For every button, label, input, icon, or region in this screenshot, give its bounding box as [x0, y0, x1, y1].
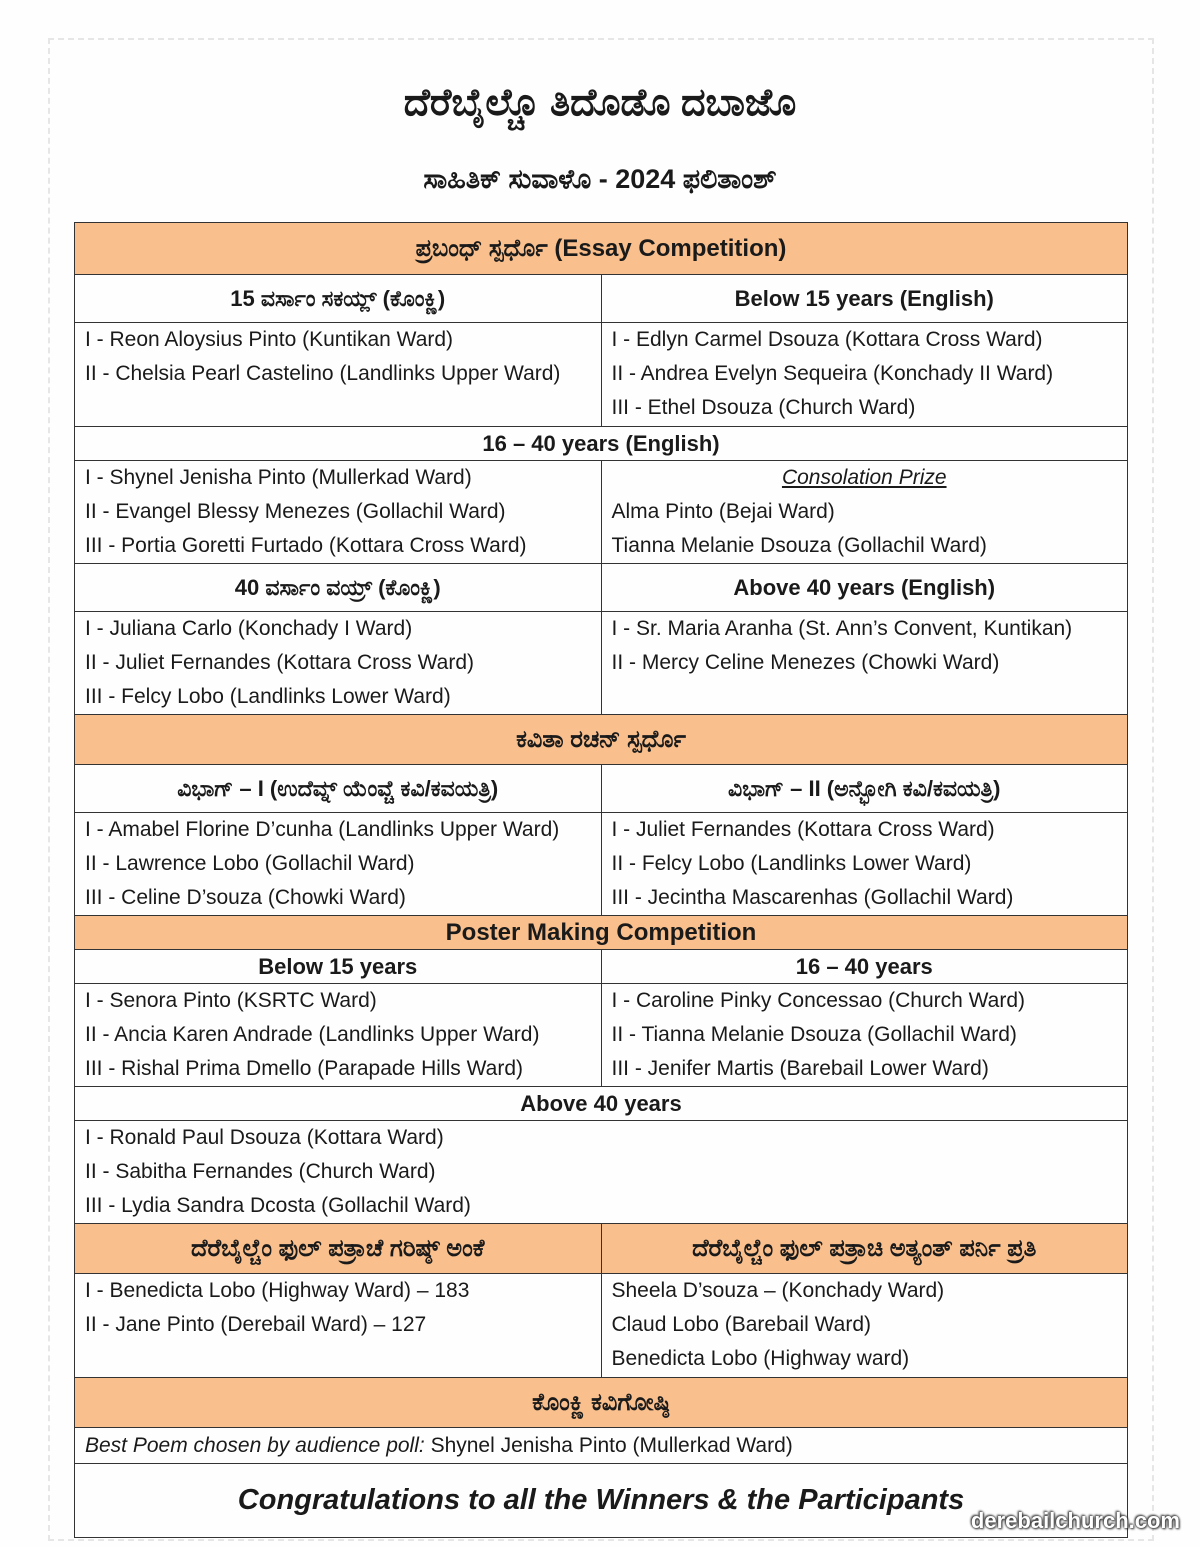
poster-heading: Poster Making Competition: [75, 916, 1128, 950]
list-item: I - Edlyn Carmel Dsouza (Kottara Cross Ward): [611, 328, 1043, 351]
poem-cat2-list: [601, 813, 1128, 916]
list-item: III - Lydia Sandra Dcosta (Gollachil Ward): [85, 1194, 471, 1217]
congratulations-message: Congratulations to all the Winners & the Participants: [75, 1464, 1128, 1538]
list-item: I - Reon Aloysius Pinto (Kuntikan Ward): [85, 328, 454, 351]
essay-english-below-15-list: [601, 323, 1128, 427]
list-item: I - Ronald Paul Dsouza (Kottara Ward): [85, 1126, 444, 1149]
list-item: II - Andrea Evelyn Sequeira (Konchady II Ward): [611, 362, 1054, 385]
page-subtitle: ಸಾಹಿತಿಕ್ ಸುವಾಳೊ - 2024 ಫಲಿತಾಂಶ್: [423, 164, 777, 194]
essay-konkani-15-label: 15 ವರ್ಸಾಂ ಸಕಯ್ಲ್ (ಕೊಂಕ್ಣಿ): [75, 275, 602, 323]
best-poem-row: [75, 1428, 1128, 1464]
list-item: I - Shynel Jenisha Pinto (Mullerkad Ward): [85, 466, 472, 489]
list-item: II - Felcy Lobo (Landlinks Lower Ward): [611, 852, 972, 875]
list-item: I - Senora Pinto (KSRTC Ward): [85, 989, 377, 1012]
essay-english-above-40-label: Above 40 years (English): [601, 564, 1128, 612]
magazine-most-label: ದೆರೆಬೈಲ್ಚೆಂ ಫುಲ್ ಪತ್ರಾಚೆ ಗರಿಷ್ಠ್ ಅಂಕೆ: [75, 1224, 602, 1274]
page-title: ದೆರೆಬೈಲ್ಚೊ ತಿದೊಡೊ ದಬಾಜೊ: [403, 82, 797, 124]
essay-konkani-15-list: [75, 323, 602, 427]
list-item: II - Tianna Melanie Dsouza (Gollachil Ward): [611, 1023, 1017, 1046]
best-poem-label: Best Poem chosen by audience poll:: [85, 1433, 425, 1457]
list-item: II - Ancia Karen Andrade (Landlinks Upper Ward): [85, 1023, 540, 1046]
consolation-prize-label: Consolation Prize: [781, 466, 947, 489]
poem-cat1-label: ವಿಭಾಗ್ – I (ಉದೆವ್ನ್ ಯೆಂವ್ಚೆ ಕವಿ/ಕವಯತ್ರಿ): [75, 765, 602, 813]
essay-konkani-40-label: 40 ವರ್ಸಾಂ ವಯ್ರ್ (ಕೊಂಕ್ಣಿ): [75, 564, 602, 612]
list-item: II - Evangel Blessy Menezes (Gollachil Ward): [85, 500, 506, 523]
essay-16-40-list: [75, 461, 602, 564]
list-item: II - Juliet Fernandes (Kottara Cross Ward): [85, 651, 475, 674]
list-item: I - Amabel Florine D’cunha (Landlinks Upper Ward): [85, 818, 560, 841]
poem-cat1-list: [75, 813, 602, 916]
essay-16-40-label: 16 – 40 years (English): [75, 427, 1128, 461]
list-item: III - Jecintha Mascarenhas (Gollachil Ward): [611, 886, 1014, 909]
best-poem-winner: Shynel Jenisha Pinto (Mullerkad Ward): [430, 1433, 793, 1457]
list-item: II - Lawrence Lobo (Gollachil Ward): [85, 852, 415, 875]
essay-english-below-15-label: Below 15 years (English): [601, 275, 1128, 323]
list-item: Sheela D’souza – (Konchady Ward): [611, 1279, 945, 1302]
list-item: II - Sabitha Fernandes (Church Ward): [85, 1160, 436, 1183]
poster-16-40-list: [601, 984, 1128, 1087]
list-item: III - Felcy Lobo (Landlinks Lower Ward): [85, 685, 451, 708]
list-item: III - Ethel Dsouza (Church Ward): [611, 396, 916, 419]
list-item: I - Benedicta Lobo (Highway Ward) – 183: [85, 1279, 470, 1302]
essay-heading: ಪ್ರಬಂಧ್ ಸ್ಪರ್ಧೊ (Essay Competition): [75, 223, 1128, 275]
list-item: III - Celine D’souza (Chowki Ward): [85, 886, 406, 909]
poem-heading: ಕವಿತಾ ರಚನ್ ಸ್ಪರ್ಧೊ: [75, 715, 1128, 765]
kavigoshti-heading: ಕೊಂಕ್ಣಿ ಕವಿಗೋಷ್ಠಿ: [75, 1378, 1128, 1428]
essay-konkani-40-list: [75, 612, 602, 715]
magazine-most-list: [75, 1274, 602, 1378]
poster-above-40-label: Above 40 years: [75, 1087, 1128, 1121]
list-item: I - Sr. Maria Aranha (St. Ann’s Convent, Kuntikan): [611, 617, 1073, 640]
magazine-oldest-label: ದೆರೆಬೈಲ್ಚೆಂ ಫುಲ್ ಪತ್ರಾಚಿ ಅತ್ಯಂತ್ ಪರ್ನಿ ಪ್ರತಿ: [601, 1224, 1128, 1274]
poster-above-40-list: [75, 1121, 1128, 1224]
essay-consolation-list: [601, 461, 1128, 564]
magazine-oldest-list: [601, 1274, 1128, 1378]
list-item: II - Mercy Celine Menezes (Chowki Ward): [611, 651, 1000, 674]
poster-below-15-list: [75, 984, 602, 1087]
list-item: I - Caroline Pinky Concessao (Church Ward): [611, 989, 1026, 1012]
list-item: Claud Lobo (Barebail Ward): [611, 1313, 872, 1336]
list-item: Benedicta Lobo (Highway ward): [611, 1347, 910, 1370]
poem-cat2-label: ವಿಭಾಗ್ – II (ಅನ್ಭೋಗಿ ಕವಿ/ಕವಯತ್ರಿ): [601, 765, 1128, 813]
list-item: II - Chelsia Pearl Castelino (Landlinks Upper Ward): [85, 362, 561, 385]
list-item: III - Portia Goretti Furtado (Kottara Cross Ward): [85, 534, 527, 557]
list-item: III - Rishal Prima Dmello (Parapade Hills Ward): [85, 1057, 523, 1080]
list-item: Tianna Melanie Dsouza (Gollachil Ward): [611, 534, 987, 557]
poster-16-40-label: 16 – 40 years: [601, 950, 1128, 984]
results-table: [74, 222, 1128, 1538]
list-item: II - Jane Pinto (Derebail Ward) – 127: [85, 1313, 427, 1336]
site-watermark: derebailchurch.com: [970, 1508, 1180, 1533]
poster-below-15-label: Below 15 years: [75, 950, 602, 984]
list-item: Alma Pinto (Bejai Ward): [611, 500, 835, 523]
list-item: I - Juliana Carlo (Konchady I Ward): [85, 617, 413, 640]
essay-english-above-40-list: [601, 612, 1128, 715]
list-item: I - Juliet Fernandes (Kottara Cross Ward): [611, 818, 995, 841]
list-item: III - Jenifer Martis (Barebail Lower Ward): [611, 1057, 989, 1080]
